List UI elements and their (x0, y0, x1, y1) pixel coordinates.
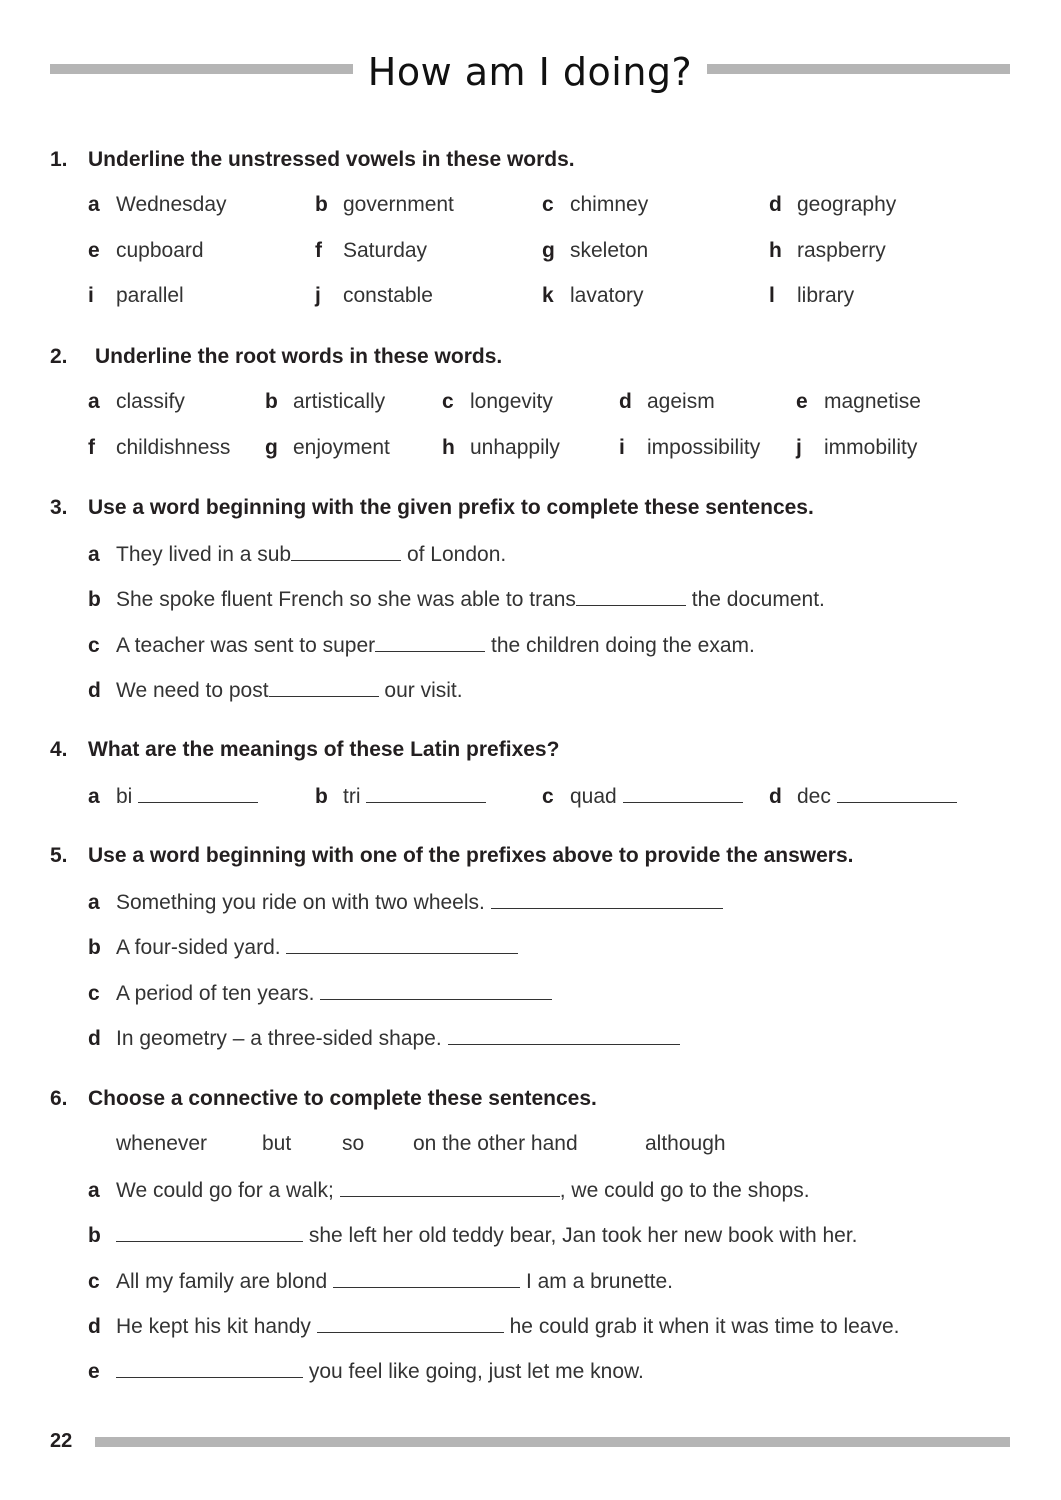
answer-blank[interactable] (333, 1267, 520, 1288)
word: lavatory (570, 284, 644, 307)
question-number: 6. (50, 1087, 68, 1110)
word: government (343, 193, 454, 216)
question-prompt: What are the meanings of these Latin prefixes? (88, 738, 560, 761)
question-number: 5. (50, 844, 68, 867)
page-title: How am I doing? (367, 50, 693, 94)
question-prompt: Use a word beginning with the given prefix to complete these sentences. (88, 496, 814, 519)
answer-blank[interactable] (138, 782, 258, 803)
q1-item-a: a Wednesday (88, 193, 227, 216)
q3-item-d: d We need to post our visit. (88, 676, 463, 705)
answer-blank[interactable] (491, 888, 723, 909)
q1-item-e: e cupboard (88, 239, 204, 262)
word: ageism (647, 390, 715, 413)
q3-item-a: a They lived in a sub of London. (88, 540, 506, 569)
header-rule-right (707, 64, 1010, 74)
q5-item-a: a Something you ride on with two wheels. (88, 888, 723, 917)
question-prompt: Underline the unstressed vowels in these words. (88, 148, 575, 171)
word-bank-whenever: whenever (116, 1132, 208, 1155)
q1-item-b: b government (315, 193, 454, 216)
q5-item-d: d In geometry – a three-sided shape. (88, 1024, 680, 1053)
q6-item-e: e you feel like going, just let me know. (88, 1357, 644, 1386)
answer-blank[interactable] (340, 1176, 560, 1197)
q2-item-f: f childishness (88, 436, 231, 459)
word: parallel (116, 284, 184, 307)
word-bank-but: but (262, 1132, 292, 1155)
word: longevity (470, 390, 553, 413)
word: unhappily (470, 436, 560, 459)
question-prompt: Use a word beginning with one of the prefixes above to provide the answers. (88, 844, 854, 867)
question-number: 1. (50, 148, 68, 171)
q1-item-k: k lavatory (542, 284, 644, 307)
question-prompt: Choose a connective to complete these sentences. (88, 1087, 597, 1110)
word-bank-so: so (342, 1132, 365, 1155)
q5-item-c: c A period of ten years. (88, 979, 552, 1008)
q5-item-b: b A four-sided yard. (88, 933, 518, 962)
answer-blank[interactable] (286, 933, 518, 954)
q1-item-l: l library (769, 284, 855, 307)
word: childishness (116, 436, 231, 459)
word: Wednesday (116, 193, 227, 216)
q2-item-j: j immobility (796, 436, 918, 459)
question-6 (50, 1085, 597, 1113)
header-rule-left (50, 64, 353, 74)
footer-rule (95, 1437, 1010, 1447)
question-4 (50, 736, 559, 764)
q4-item-a: a bi (88, 782, 258, 811)
word: impossibility (647, 436, 761, 459)
word: constable (343, 284, 433, 307)
q4-item-b: b tri (315, 782, 486, 811)
question-3 (50, 494, 814, 522)
q3-item-c: c A teacher was sent to super the children doing the exam. (88, 631, 755, 660)
answer-blank[interactable] (837, 782, 957, 803)
q6-item-c: c All my family are blond I am a brunette. (88, 1267, 673, 1296)
answer-blank[interactable] (317, 1312, 504, 1333)
word: magnetise (824, 390, 921, 413)
q4-item-d: d dec (769, 782, 957, 811)
q3-item-b: b She spoke fluent French so she was able to trans the document. (88, 585, 825, 614)
word: library (797, 284, 855, 307)
question-number: 4. (50, 738, 68, 761)
answer-blank[interactable] (291, 540, 401, 561)
word: enjoyment (293, 436, 390, 459)
answer-blank[interactable] (269, 676, 379, 697)
q2-item-a: a classify (88, 390, 185, 413)
answer-blank[interactable] (623, 782, 743, 803)
q4-item-c: c quad (542, 782, 743, 811)
word: Saturday (343, 239, 428, 262)
q6-item-b: b she left her old teddy bear, Jan took her new book with her. (88, 1221, 858, 1250)
q1-item-g: g skeleton (542, 239, 649, 262)
word: skeleton (570, 239, 649, 262)
question-5 (50, 842, 853, 870)
answer-blank[interactable] (116, 1357, 303, 1378)
word: cupboard (116, 239, 204, 262)
q1-item-j: j constable (315, 284, 433, 307)
q1-item-c: c chimney (542, 193, 649, 216)
question-number: 2. (50, 345, 68, 368)
answer-blank[interactable] (576, 585, 686, 606)
answer-blank[interactable] (448, 1024, 680, 1045)
q2-item-i: i impossibility (619, 436, 761, 459)
word: immobility (824, 436, 918, 459)
question-prompt: Underline the root words in these words. (95, 345, 503, 368)
q1-item-d: d geography (769, 193, 897, 216)
page-number: 22 (50, 1430, 73, 1452)
q1-item-h: h raspberry (769, 239, 886, 262)
answer-blank[interactable] (320, 979, 552, 1000)
word: artistically (293, 390, 386, 413)
q2-item-g: g enjoyment (265, 436, 390, 459)
q1-item-f: f Saturday (315, 239, 428, 262)
word-bank-although: although (645, 1132, 726, 1155)
q2-item-b: b artistically (265, 390, 386, 413)
word: geography (797, 193, 897, 216)
question-1 (50, 146, 575, 174)
q6-item-d: d He kept his kit handy he could grab it when it was time to leave. (88, 1312, 900, 1341)
question-2 (50, 343, 502, 371)
word: raspberry (797, 239, 886, 262)
q6-item-a: a We could go for a walk; , we could go to the shops. (88, 1176, 810, 1205)
q2-item-d: d ageism (619, 390, 715, 413)
word: classify (116, 390, 185, 413)
q1-item-i: i parallel (88, 284, 184, 307)
q2-item-e: e magnetise (796, 390, 921, 413)
word-bank-on-the-other-hand: on the other hand (413, 1132, 578, 1155)
answer-blank[interactable] (366, 782, 486, 803)
word: chimney (570, 193, 649, 216)
q2-item-h: h unhappily (442, 436, 560, 459)
q2-item-c: c longevity (442, 390, 553, 413)
answer-blank[interactable] (116, 1221, 303, 1242)
answer-blank[interactable] (375, 631, 485, 652)
question-number: 3. (50, 496, 68, 519)
